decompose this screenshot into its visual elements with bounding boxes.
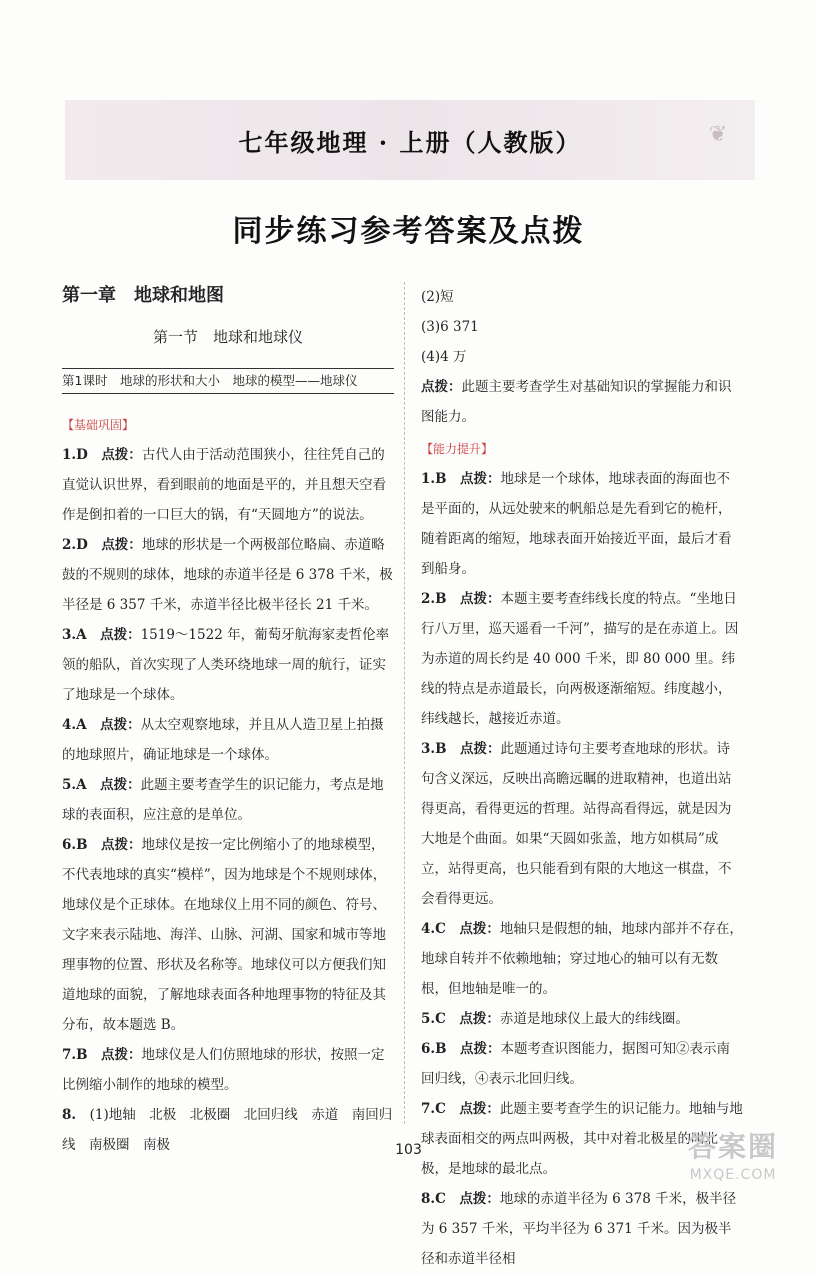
answer-text: (1)地轴 北极 北极圈 北回归线 赤道 南回归线 南极圈 南极 xyxy=(62,1107,393,1153)
answer-choice: C xyxy=(435,921,446,937)
answer-item xyxy=(421,584,743,734)
answer-number: 7. xyxy=(62,1047,77,1063)
column-divider xyxy=(404,282,405,1124)
answer-number: 2. xyxy=(62,537,77,553)
answer-text: 地球的赤道半径为 6 378 千米，极半径为 6 357 千米，平均半径为 6 371 千米。因为极半径和赤道半径相 xyxy=(421,1191,737,1267)
answer-keyword: 点拨： xyxy=(101,537,142,553)
answer-number: 2. xyxy=(421,591,436,607)
answer-text: 地球的形状是一个两极部位略扁、赤道略鼓的不规则的球体，地球的赤道半径是 6 378 千米，极半径是 6 357 千米，赤道半径比极半径长 21 千米。 xyxy=(62,537,393,613)
page-number: 103 xyxy=(395,1142,422,1158)
answer-number: 4. xyxy=(62,717,77,733)
answer-item xyxy=(421,464,743,584)
answer-text: 此题主要考查学生的识记能力。地轴与地球表面相交的两点叫两极，其中对着北极星的叫北极，是地球的最北点。 xyxy=(421,1101,743,1177)
answer-spacer xyxy=(88,447,102,463)
answer-choice: A xyxy=(76,777,87,793)
answer-line: (4)4 万 xyxy=(421,349,467,365)
answer-item xyxy=(421,734,743,914)
answer-keyword: 点拨： xyxy=(460,591,501,607)
answer-keyword: 点拨： xyxy=(101,837,142,853)
answer-spacer xyxy=(88,1047,102,1063)
answer-keyword: 点拨： xyxy=(459,1191,500,1207)
answer-spacer xyxy=(88,537,102,553)
answer-item xyxy=(62,530,394,620)
answer-note xyxy=(421,372,743,432)
answer-spacer xyxy=(76,1107,90,1123)
answer-number: 4. xyxy=(421,921,436,937)
answer-text: 1519～1522 年，葡萄牙航海家麦哲伦率领的船队，首次实现了人类环绕地球一周的航行，证实了地球是一个球体。 xyxy=(62,627,390,703)
answer-line: (3)6 371 xyxy=(421,319,479,335)
answer-text: 地轴只是假想的轴，地球内部并不存在，地球自转并不依赖地轴；穿过地心的轴可以有无数根，但地轴是唯一的。 xyxy=(421,921,743,997)
answer-item xyxy=(421,1004,743,1034)
ability-improvement-tag: 【能力提升】 xyxy=(421,442,494,456)
watermark-text: 答案圈 xyxy=(687,1130,778,1163)
answer-choice: D xyxy=(76,537,88,553)
answer-item xyxy=(62,1040,394,1100)
answer-spacer xyxy=(447,1041,461,1057)
answer-keyword: 点拨： xyxy=(460,471,501,487)
answer-choice: B xyxy=(76,1047,88,1063)
answer-number: 1. xyxy=(421,471,436,487)
answer-text: 本题考查识图能力，据图可知②表示南回归线，④表示北回归线。 xyxy=(421,1041,731,1087)
answer-spacer xyxy=(447,741,461,757)
answer-choice: B xyxy=(435,1041,447,1057)
answer-spacer xyxy=(87,627,101,643)
answer-spacer xyxy=(446,1101,460,1117)
answer-spacer xyxy=(446,1011,460,1027)
answer-line: (2)短 xyxy=(421,289,454,305)
answer-spacer xyxy=(87,777,101,793)
answer-choice: C xyxy=(435,1191,446,1207)
answer-spacer xyxy=(446,1191,460,1207)
page-title: 同步练习参考答案及点拨 xyxy=(232,214,585,249)
note-text: 此题主要考查学生对基础知识的掌握能力和识图能力。 xyxy=(421,379,732,425)
answer-item xyxy=(421,1184,743,1274)
answer-choice: C xyxy=(435,1011,446,1027)
answer-text: 此题通过诗句主要考查地球的形状。诗句含义深远，反映出高瞻远瞩的进取精神，也道出站得更高，看得更远的哲理。站得高看得远，就是因为大地是个曲面。如果“天圆如张盖，地方如棋局”成立，站得更高，也只能看到有限的大地这一棋盘，不会看得更远。 xyxy=(421,741,732,907)
answer-choice: D xyxy=(76,447,88,463)
answer-choice: A xyxy=(76,717,87,733)
answer-keyword: 点拨： xyxy=(101,447,142,463)
answer-keyword: 点拨： xyxy=(101,1047,142,1063)
decorative-flourish-icon: ❦ xyxy=(708,122,728,147)
header-banner xyxy=(65,100,755,180)
answer-text: 地球仪是人们仿照地球的形状，按照一定比例缩小制作的地球的模型。 xyxy=(62,1047,385,1093)
watermark-url: MXQE.COM xyxy=(689,1167,777,1183)
answer-spacer xyxy=(447,471,461,487)
answer-text: 本题主要考查纬线长度的特点。“坐地日行八万里，巡天遥看一千河”，描写的是在赤道上。因为赤道的周长约是 40 000 千米，即 80 000 里。纬线的特点是赤道最长，向两极逐渐缩短。纬度越小，纬线越长，越接近赤道。 xyxy=(421,591,739,727)
answer-text: 地球仪是按一定比例缩小了的地球模型，不代表地球的真实“模样”，因为地球是个不规则球体，地球仪是个正球体。在地球仪上用不同的颜色、符号、文字来表示陆地、海洋、山脉、河湖、国家和城市等地理事物的位置、形状及名称等。地球仪可以方便我们知道地球的面貌，了解地球表面各种地理事物的特征及其分布，故本题选 B。 xyxy=(62,837,387,1033)
note-keyword: 点拨： xyxy=(421,379,462,395)
answer-choice: B xyxy=(435,471,447,487)
watermark-logo xyxy=(663,1128,803,1192)
answer-number: 6. xyxy=(421,1041,436,1057)
answer-spacer xyxy=(88,837,102,853)
answer-item xyxy=(62,440,394,530)
answer-text: 地球是一个球体，地球表面的海面也不是平面的，从远处驶来的帆船总是先看到它的桅杆，随着距离的缩短，地球表面开始接近平面，最后才看到船身。 xyxy=(421,471,732,577)
answer-keyword: 点拨： xyxy=(100,717,141,733)
answer-keyword: 点拨： xyxy=(460,1041,501,1057)
answer-item xyxy=(62,620,394,710)
answer-choice: B xyxy=(76,837,88,853)
answer-choice: B xyxy=(435,591,447,607)
answer-choice: C xyxy=(435,1101,446,1117)
answer-text: 古代人由于活动范围狭小，往往凭自己的直觉认识世界，看到眼前的地面是平的，并且想天空看作是倒扣着的一口巨大的锅，有“天圆地方”的说法。 xyxy=(62,447,386,523)
answer-keyword: 点拨： xyxy=(460,741,501,757)
answer-choice: A xyxy=(76,627,87,643)
basic-practice-tag: 【基础巩固】 xyxy=(62,418,135,432)
left-column xyxy=(62,282,394,1160)
answer-spacer xyxy=(87,717,101,733)
answer-text: 此题主要考查学生的识记能力，考点是地球的表面积，应注意的是单位。 xyxy=(62,777,384,823)
answer-item xyxy=(62,710,394,770)
answer-spacer xyxy=(447,591,461,607)
answer-number: 7. xyxy=(421,1101,436,1117)
right-column xyxy=(421,282,743,1274)
chapter-heading: 第一章 地球和地图 xyxy=(62,285,224,306)
answer-text: 从太空观察地球，并且从人造卫星上拍摄的地球照片，确证地球是一个球体。 xyxy=(62,717,384,763)
answer-number: 1. xyxy=(62,447,77,463)
answer-keyword: 点拨： xyxy=(459,921,500,937)
answer-item xyxy=(62,770,394,830)
answer-text: 赤道是地球仪上最大的纬线圈。 xyxy=(499,1011,689,1027)
banner-title: 七年级地理 · 上册（人教版） xyxy=(238,127,582,157)
answer-number: 3. xyxy=(421,741,436,757)
answer-keyword: 点拨： xyxy=(100,777,141,793)
answer-item xyxy=(421,1034,743,1094)
answer-list-left xyxy=(62,440,394,1160)
answer-item xyxy=(421,914,743,1004)
answer-number: 8. xyxy=(62,1107,77,1123)
answer-number: 5. xyxy=(421,1011,436,1027)
answer-number: 3. xyxy=(62,627,77,643)
section-heading: 第一节 地球和地球仪 xyxy=(152,328,303,346)
answer-number: 5. xyxy=(62,777,77,793)
answer-keyword: 点拨： xyxy=(459,1011,500,1027)
answer-number: 8. xyxy=(421,1191,436,1207)
answer-keyword: 点拨： xyxy=(459,1101,500,1117)
answer-spacer xyxy=(446,921,460,937)
lesson-heading: 第1课时 地球的形状和大小 地球的模型——地球仪 xyxy=(62,368,394,394)
answer-number: 6. xyxy=(62,837,77,853)
answer-keyword: 点拨： xyxy=(100,627,141,643)
answer-item xyxy=(62,830,394,1040)
answer-choice: B xyxy=(435,741,447,757)
